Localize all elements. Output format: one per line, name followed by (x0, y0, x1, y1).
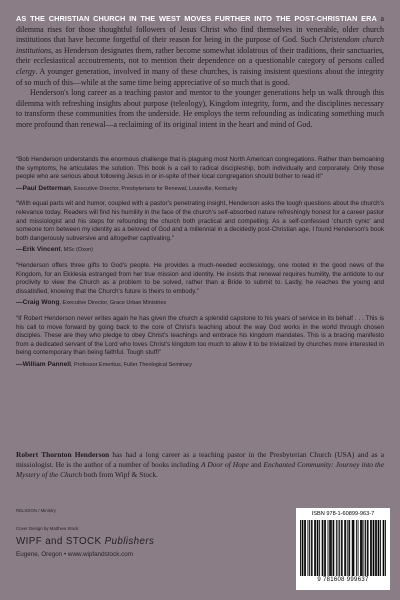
description-paragraph-2: Henderson's long career as a teaching pastor and mentor to the younger generations help us walk through this dilemma with refreshing insights about purpose (teleology), Kingdom integrity, form, and the disciplines necessary to transform these communities from the underside. He employs the term refounding as indicating something much more profound than renewal—a reclaiming of its original intent in the heart and mind of God. (16, 88, 384, 129)
barcode-bar (338, 520, 339, 576)
publisher-location: Eugene, Oregon • www.wipfandstock.com (16, 551, 134, 558)
barcode-bar (311, 520, 312, 576)
barcode-bar (315, 520, 316, 576)
barcode-bar (378, 520, 379, 576)
barcode-bar (358, 520, 359, 576)
barcode-bar (344, 520, 345, 576)
barcode-bar (314, 520, 315, 576)
barcode-bar (318, 520, 319, 576)
barcode-bar (370, 520, 371, 576)
barcode-bar (367, 520, 368, 576)
barcode-bar (336, 520, 337, 576)
barcode-bar (339, 520, 340, 576)
author-name: Robert Thornton Henderson (16, 450, 110, 459)
endorsement-attribution: —Erik Vincent, MSc (Oxon) (16, 246, 93, 254)
barcode-bar (305, 520, 306, 576)
barcode-bar (368, 520, 369, 576)
headline: AS THE CHRISTIAN CHURCH IN THE WEST MOVES FURTHER INTO THE POST-CHRISTIAN ERA (16, 14, 377, 23)
barcode-bar (342, 520, 343, 576)
barcode-bar (322, 520, 323, 576)
barcode-bar (331, 520, 332, 576)
endorsement-quote: “If Robert Henderson never writes again he has given the church a splendid capstone to his years of service in its behalf . . . This is his call to move forward by going back to the core of Christ's teaching about the way God works in the world through chosen disciples. These are they who pledge to obey Christ's teachings and embrace his kingdom mandates. This is a bracing manifesto from a dedicated servant of the Lord who loves Christ's kingdom too much to allow it to be trivialized by churches more interested in being contemporary than being faithful. Tough stuff!” (16, 314, 384, 357)
barcode-bar (308, 520, 309, 576)
barcode-bar (328, 520, 329, 576)
barcode-bar (353, 520, 354, 576)
barcode-bar (383, 520, 384, 576)
endorsement-quote: “Henderson offers three gifts to God's people. He provides a much-needed ecclesiology, one rooted in the good news of the Kingdom, for an Ekklesia estranged from her true mission and identity. He insists that renewal requires humility, the antidote to our proclivity to view the Church as a problem to be solved, rather than a Bride to submit to. Lastly, he reaches the young and dissatisfied, knowing that the Church's future is theirs to embody.” (16, 261, 384, 295)
publisher-name: WIPF and STOCK Publishers (16, 536, 155, 547)
endorsement-quote: “With equal parts wit and humor, coupled with a pastor's penetrating insight, Henderson asks the tough questions about the church's relevance today. Readers will find his humility in the face of the church's self-absorbed nature refreshingly honest for a career pastor and missiologist and his steps for refounding the church both practical and compelling. As a self-confessed 'church cynic' and someone torn between my identity as a beloved of God and a millennial in a decidedly post-Christian age, I found Henderson's book both dangerously subversive and altogether captivating.” (16, 200, 384, 242)
barcode (296, 508, 390, 590)
barcode-bar (319, 520, 320, 576)
barcode-bar (375, 520, 376, 576)
barcode-bar (302, 520, 303, 576)
barcode-bar (304, 520, 305, 576)
barcode-bar (360, 520, 361, 576)
barcode-bar (352, 520, 353, 576)
barcode-bar (380, 520, 381, 576)
barcode-bar (353, 520, 354, 576)
barcode-digits: 9 781608 999637 (317, 577, 369, 583)
barcode-bar (303, 520, 304, 576)
cover-design-credit: Cover Design by Matthew Stock (16, 526, 79, 531)
barcode-bar (317, 520, 318, 576)
barcode-bar (348, 520, 349, 576)
barcode-bar (325, 520, 326, 576)
endorsement-attribution: —Paul Detterman, Executive Director, Presbyterians for Renewal, Louisville, Kentucky (16, 184, 238, 192)
barcode-bar (333, 520, 334, 576)
barcode-bar (333, 520, 334, 576)
book-title: A Door of Hope (200, 460, 249, 469)
barcode-bars (300, 520, 386, 576)
barcode-bar (330, 520, 331, 576)
barcode-bar (300, 520, 301, 576)
barcode-bar (361, 520, 362, 576)
barcode-bar (378, 520, 379, 576)
endorsement (16, 315, 384, 370)
barcode-bar (373, 520, 374, 576)
endorsement (16, 262, 384, 308)
barcode-bar (384, 520, 385, 576)
barcode-bar (324, 520, 325, 576)
barcode-bar (345, 520, 346, 576)
author-bio: Robert Thornton Henderson has had a long career as a teaching pastor in the Presbyterian Church (USA) and as a missiologist. He is the author of a number of books including A Door of Hope and Enchanted Community: Journey into the Mystery of the Church both from Wipf & Stock. (16, 450, 384, 479)
description (16, 14, 384, 131)
endorsement-attribution: —Craig Wong, Executive Director, Grace Urban Ministries (16, 299, 167, 307)
book-title: Enchanted Community: Journey into the Mystery of the Church (16, 460, 384, 479)
endorsement (16, 200, 384, 255)
barcode-bar (341, 520, 342, 576)
barcode-bar (362, 520, 363, 576)
barcode-bar (309, 520, 310, 576)
barcode-bar (365, 520, 366, 576)
endorsement-attribution: —William Pannell, Professor Emeritus, Fuller Theological Seminary (16, 360, 192, 368)
barcode-bar (312, 520, 313, 576)
barcode-bar (373, 520, 374, 576)
endorsement (16, 156, 384, 193)
isbn-label: ISBN 978-1-60899-963-7 (311, 511, 375, 517)
barcode-bar (329, 520, 330, 576)
endorsements (16, 156, 384, 369)
barcode-bar (376, 520, 377, 576)
endorsement-quote: “Bob Henderson understands the enormous challenge that is plaguing most North American congregations. Rather than bemoaning the symptoms, he articulates the solution. This book is a call to radical discipleship, both individually and corporately. Only those people who are serious about following Jesus in or in-spite of their local congregation should bother to read it!” (16, 156, 384, 181)
barcode-bar (349, 520, 350, 576)
barcode-bar (371, 520, 372, 576)
barcode-bar (363, 520, 364, 576)
barcode-bar (323, 520, 324, 576)
barcode-bar (356, 520, 357, 576)
barcode-bar (347, 520, 348, 576)
category-label: RELIGION / Ministry (16, 508, 56, 513)
barcode-bar (385, 520, 386, 576)
description-paragraph-1: AS THE CHRISTIAN CHURCH IN THE WEST MOVES FURTHER INTO THE POST-CHRISTIAN ERA a dilemma rises for those thoughtful followers of Jesus Christ who find themselves in venerable, older church institutions that have become forgetful of their reason for being in the purpose of God. Such Christendom church institutions, as Henderson designates them, rather become somewhat idolatrous of their traditions, their sanctuaries, their ecclesiastical accoutrements, not to mention their dependence on a questionable category of persons called clergy. A younger generation, involved in many of these churches, is raising insistent questions about the integrity of so much of this—while at the same time being appreciative of so much that is good. (16, 14, 385, 87)
